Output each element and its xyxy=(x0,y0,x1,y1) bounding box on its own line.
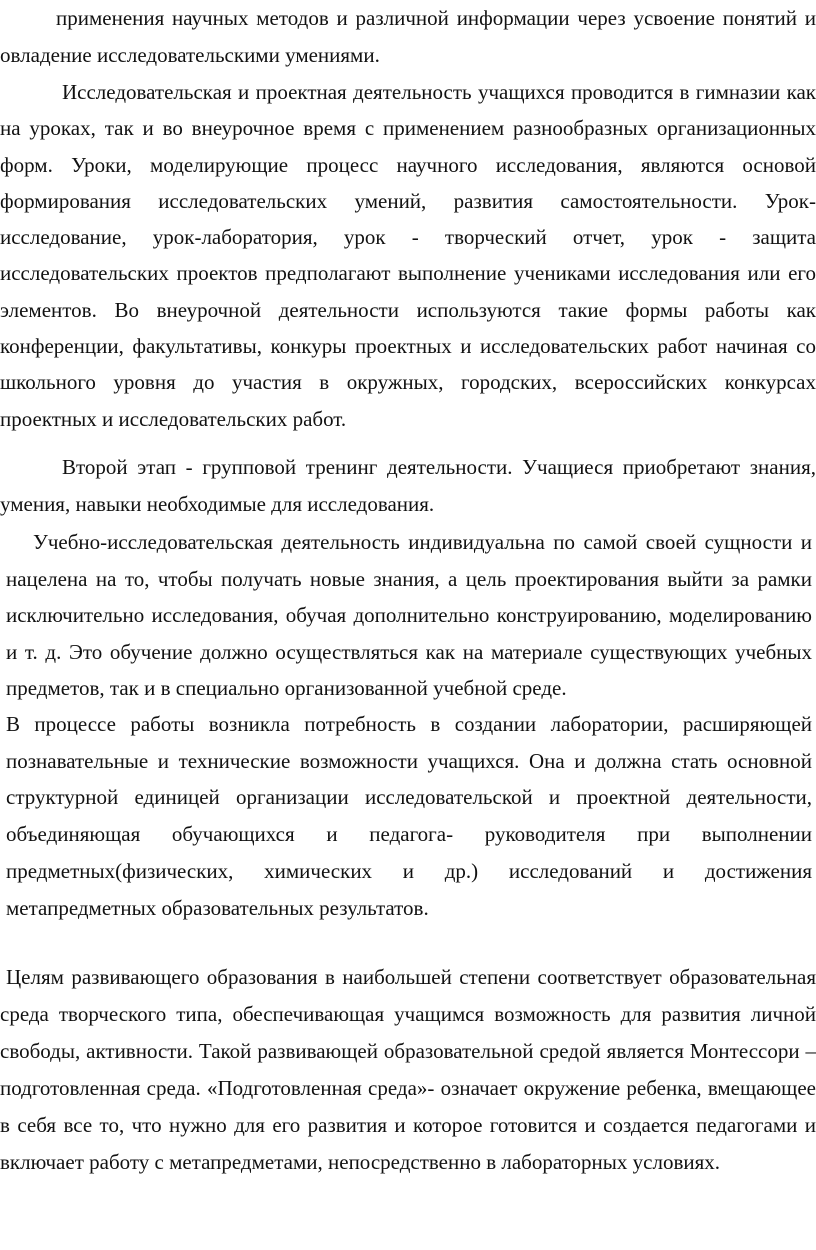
paragraph-2: Исследовательская и проектная деятельность учащихся проводится в гимназии как на уроках, так и во внеурочное время с применением разнообразных организационных форм. Уроки, моделирующие процесс научного исследования, являются основой формирования исследовательских умений, развития самостоятельности. Урок-исследование, урок-лаборатория, урок - творческий отчет, урок - защита исследовательских проектов предполагают выполнение учениками исследования или его элементов. Во внеурочной деятельности используются такие формы работы как конференции, факультативы, конкуры проектных и исследовательских работ начиная со школьного уровня до участия в окружных, городских, всероссийских конкурсах проектных и исследовательских работ. xyxy=(0,80,816,431)
paragraph-5: В процессе работы возникла потребность в создании лаборатории, расширяющей познавательные и технические возможности учащихся. Она и должна стать основной структурной единицей организации исследовательской и проектной деятельности, объединяющая обучающихся и педагога- руководителя при выполнении предметных(физических, химических и др.) исследований и достижения метапредметных образовательных результатов. xyxy=(6,712,812,920)
paragraph-3: Второй этап - групповой тренинг деятельности. Учащиеся приобретают знания, умения, навыки необходимые для исследования. xyxy=(0,455,816,516)
paragraph-6: Целям развивающего образования в наибольшей степени соответствует образовательная среда творческого типа, обеспечивающая учащимся возможность для развития личной свободы, активности. Такой развивающей образовательной средой является Монтессори – подготовленная среда. «Подготовленная среда»- означает окружение ребенка, вмещающее в себя все то, что нужно для его развития и которое готовится и создается педагогами и включает работу с метапредметами, непосредственно в лабораторных условиях. xyxy=(0,965,816,1174)
paragraph-4: Учебно-исследовательская деятельность индивидуальна по самой своей сущности и нацелена на то, чтобы получать новые знания, а цель проектирования выйти за рамки исключительно исследования, обучая дополнительно конструированию, моделированию и т. д. Это обучение должно осуществляться как на материале существующих учебных предметов, так и в специально организованной учебной среде. xyxy=(6,530,812,700)
paragraph-1: применения научных методов и различной информации через усвоение понятий и овладение исследовательскими умениями. xyxy=(0,6,816,67)
